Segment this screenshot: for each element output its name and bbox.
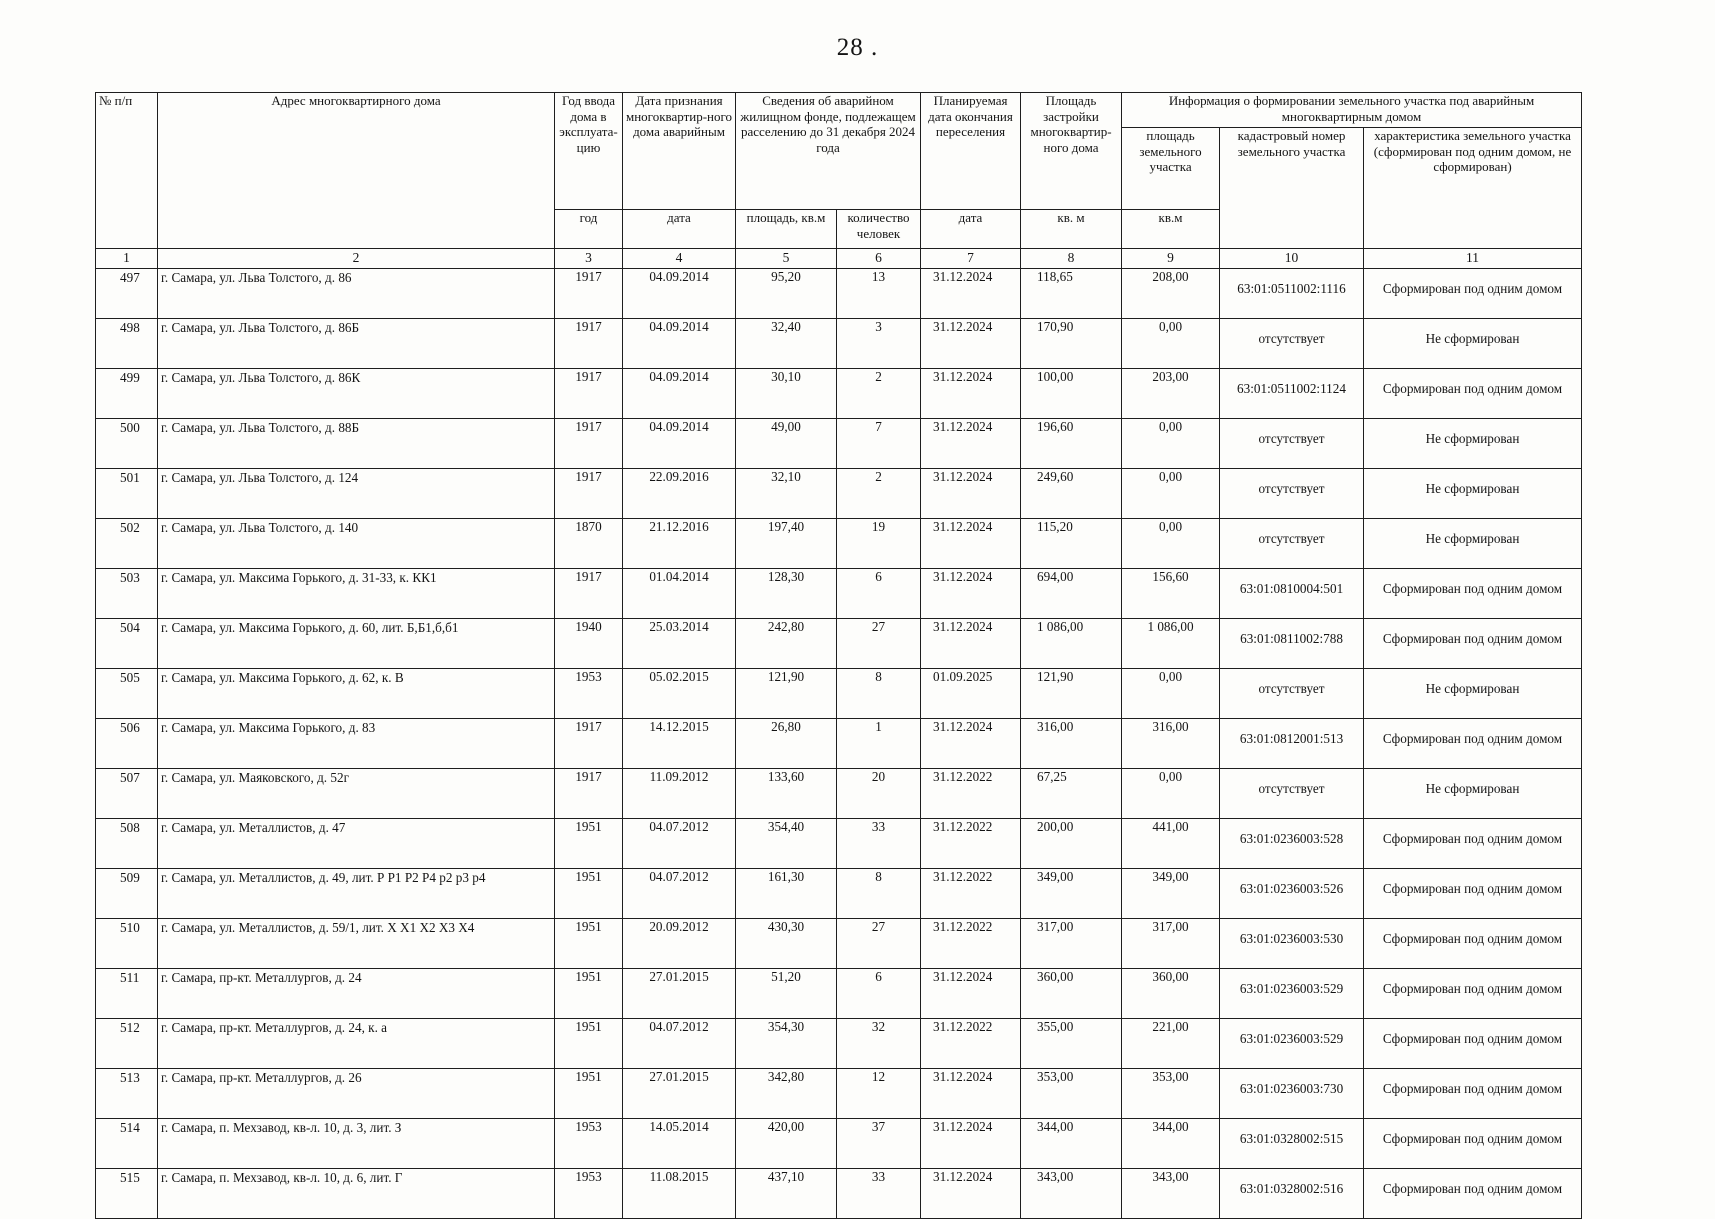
characteristic-cell: Сформирован под одним домом <box>1364 269 1582 319</box>
table-row <box>96 969 1582 1019</box>
table-row <box>96 869 1582 919</box>
area-cell: 420,00 <box>736 1119 837 1169</box>
building-area-cell: 349,00 <box>1021 869 1122 919</box>
unit-building-area: кв. м <box>1021 210 1122 249</box>
planned-date-cell: 31.12.2024 <box>921 269 1021 319</box>
building-area-cell: 353,00 <box>1021 1069 1122 1119</box>
cadastral-number-cell: 63:01:0236003:528 <box>1220 819 1364 869</box>
address-cell: г. Самара, ул. Металлистов, д. 47 <box>158 819 555 869</box>
year-cell: 1917 <box>555 719 623 769</box>
characteristic-cell: Сформирован под одним домом <box>1364 869 1582 919</box>
column-number: 7 <box>921 249 1021 269</box>
area-cell: 161,30 <box>736 869 837 919</box>
column-number: 6 <box>837 249 921 269</box>
unit-area: площадь, кв.м <box>736 210 837 249</box>
header-year: Год ввода дома в эксплуата-цию <box>555 93 623 210</box>
address-cell: г. Самара, ул. Льва Толстого, д. 88Б <box>158 419 555 469</box>
area-cell: 26,80 <box>736 719 837 769</box>
address-cell: г. Самара, ул. Максима Горького, д. 60, лит. Б,Б1,б,б1 <box>158 619 555 669</box>
people-cell: 1 <box>837 719 921 769</box>
land-area-cell: 360,00 <box>1122 969 1220 1019</box>
row-number: 504 <box>96 619 158 669</box>
table-row <box>96 619 1582 669</box>
cadastral-number-cell: 63:01:0511002:1116 <box>1220 269 1364 319</box>
land-area-cell: 353,00 <box>1122 1069 1220 1119</box>
year-cell: 1917 <box>555 269 623 319</box>
address-cell: г. Самара, ул. Льва Толстого, д. 86Б <box>158 319 555 369</box>
year-cell: 1951 <box>555 969 623 1019</box>
recognition-date-cell: 04.07.2012 <box>623 819 736 869</box>
area-cell: 430,30 <box>736 919 837 969</box>
header-land-info: Информация о формировании земельного участка под аварийным многоквартирным домом <box>1122 93 1582 128</box>
people-cell: 20 <box>837 769 921 819</box>
cadastral-number-cell: отсутствует <box>1220 469 1364 519</box>
area-cell: 342,80 <box>736 1069 837 1119</box>
unit-planned-date: дата <box>921 210 1021 249</box>
area-cell: 354,40 <box>736 819 837 869</box>
land-area-cell: 0,00 <box>1122 769 1220 819</box>
characteristic-cell: Сформирован под одним домом <box>1364 619 1582 669</box>
characteristic-cell: Не сформирован <box>1364 319 1582 369</box>
table-row <box>96 469 1582 519</box>
year-cell: 1951 <box>555 919 623 969</box>
row-number: 515 <box>96 1169 158 1219</box>
area-cell: 133,60 <box>736 769 837 819</box>
planned-date-cell: 31.12.2024 <box>921 519 1021 569</box>
building-area-cell: 249,60 <box>1021 469 1122 519</box>
row-number: 510 <box>96 919 158 969</box>
row-number: 502 <box>96 519 158 569</box>
year-cell: 1917 <box>555 369 623 419</box>
planned-date-cell: 31.12.2024 <box>921 1119 1021 1169</box>
building-area-cell: 317,00 <box>1021 919 1122 969</box>
land-area-cell: 0,00 <box>1122 519 1220 569</box>
year-cell: 1951 <box>555 1019 623 1069</box>
year-cell: 1870 <box>555 519 623 569</box>
header-building-area: Площадь застройки многоквартир-ного дома <box>1021 93 1122 210</box>
people-cell: 27 <box>837 919 921 969</box>
planned-date-cell: 31.12.2024 <box>921 569 1021 619</box>
recognition-date-cell: 27.01.2015 <box>623 969 736 1019</box>
address-cell: г. Самара, ул. Льва Толстого, д. 140 <box>158 519 555 569</box>
header-number: № п/п <box>96 93 158 249</box>
recognition-date-cell: 27.01.2015 <box>623 1069 736 1119</box>
recognition-date-cell: 14.12.2015 <box>623 719 736 769</box>
row-number: 513 <box>96 1069 158 1119</box>
people-cell: 33 <box>837 819 921 869</box>
recognition-date-cell: 14.05.2014 <box>623 1119 736 1169</box>
row-number: 506 <box>96 719 158 769</box>
planned-date-cell: 31.12.2024 <box>921 619 1021 669</box>
cadastral-number-cell: отсутствует <box>1220 519 1364 569</box>
planned-date-cell: 31.12.2024 <box>921 1069 1021 1119</box>
row-number: 501 <box>96 469 158 519</box>
cadastral-number-cell: 63:01:0236003:530 <box>1220 919 1364 969</box>
characteristic-cell: Сформирован под одним домом <box>1364 919 1582 969</box>
people-cell: 8 <box>837 669 921 719</box>
address-cell: г. Самара, ул. Максима Горького, д. 83 <box>158 719 555 769</box>
area-cell: 32,10 <box>736 469 837 519</box>
row-number: 498 <box>96 319 158 369</box>
column-number: 9 <box>1122 249 1220 269</box>
characteristic-cell: Не сформирован <box>1364 519 1582 569</box>
characteristic-cell: Не сформирован <box>1364 669 1582 719</box>
characteristic-cell: Не сформирован <box>1364 469 1582 519</box>
row-number: 499 <box>96 369 158 419</box>
area-cell: 437,10 <box>736 1169 837 1219</box>
people-cell: 12 <box>837 1069 921 1119</box>
building-area-cell: 196,60 <box>1021 419 1122 469</box>
area-cell: 32,40 <box>736 319 837 369</box>
row-number: 509 <box>96 869 158 919</box>
header-recognition-date: Дата признания многоквартир-ного дома аварийным <box>623 93 736 210</box>
cadastral-number-cell: 63:01:0236003:529 <box>1220 969 1364 1019</box>
land-area-cell: 0,00 <box>1122 419 1220 469</box>
row-number: 503 <box>96 569 158 619</box>
building-area-cell: 355,00 <box>1021 1019 1122 1069</box>
cadastral-number-cell: 63:01:0810004:501 <box>1220 569 1364 619</box>
cadastral-number-cell: 63:01:0811002:788 <box>1220 619 1364 669</box>
table-row <box>96 919 1582 969</box>
land-area-cell: 316,00 <box>1122 719 1220 769</box>
recognition-date-cell: 11.09.2012 <box>623 769 736 819</box>
building-area-cell: 100,00 <box>1021 369 1122 419</box>
recognition-date-cell: 11.08.2015 <box>623 1169 736 1219</box>
land-area-cell: 156,60 <box>1122 569 1220 619</box>
area-cell: 51,20 <box>736 969 837 1019</box>
recognition-date-cell: 04.09.2014 <box>623 319 736 369</box>
planned-date-cell: 31.12.2024 <box>921 469 1021 519</box>
column-number: 10 <box>1220 249 1364 269</box>
page-number: 28 . <box>836 34 879 61</box>
recognition-date-cell: 04.07.2012 <box>623 869 736 919</box>
people-cell: 13 <box>837 269 921 319</box>
cadastral-number-cell: 63:01:0812001:513 <box>1220 719 1364 769</box>
characteristic-cell: Сформирован под одним домом <box>1364 1119 1582 1169</box>
address-cell: г. Самара, ул. Маяковского, д. 52г <box>158 769 555 819</box>
cadastral-number-cell: 63:01:0236003:529 <box>1220 1019 1364 1069</box>
planned-date-cell: 31.12.2022 <box>921 919 1021 969</box>
area-cell: 197,40 <box>736 519 837 569</box>
people-cell: 3 <box>837 319 921 369</box>
land-area-cell: 0,00 <box>1122 669 1220 719</box>
column-number: 11 <box>1364 249 1582 269</box>
people-cell: 7 <box>837 419 921 469</box>
table-row <box>96 819 1582 869</box>
recognition-date-cell: 04.09.2014 <box>623 369 736 419</box>
building-area-cell: 118,65 <box>1021 269 1122 319</box>
characteristic-cell: Сформирован под одним домом <box>1364 569 1582 619</box>
building-area-cell: 67,25 <box>1021 769 1122 819</box>
table-row <box>96 669 1582 719</box>
planned-date-cell: 31.12.2022 <box>921 769 1021 819</box>
table-row <box>96 1169 1582 1219</box>
planned-date-cell: 31.12.2024 <box>921 719 1021 769</box>
area-cell: 354,30 <box>736 1019 837 1069</box>
address-cell: г. Самара, пр-кт. Металлургов, д. 26 <box>158 1069 555 1119</box>
recognition-date-cell: 22.09.2016 <box>623 469 736 519</box>
year-cell: 1953 <box>555 669 623 719</box>
building-area-cell: 200,00 <box>1021 819 1122 869</box>
area-cell: 49,00 <box>736 419 837 469</box>
people-cell: 6 <box>837 969 921 1019</box>
header-address: Адрес многоквартирного дома <box>158 93 555 249</box>
table-row <box>96 369 1582 419</box>
recognition-date-cell: 04.09.2014 <box>623 269 736 319</box>
unit-date: дата <box>623 210 736 249</box>
recognition-date-cell: 21.12.2016 <box>623 519 736 569</box>
row-number: 511 <box>96 969 158 1019</box>
year-cell: 1951 <box>555 1069 623 1119</box>
table-row <box>96 519 1582 569</box>
address-cell: г. Самара, ул. Льва Толстого, д. 86 <box>158 269 555 319</box>
land-area-cell: 203,00 <box>1122 369 1220 419</box>
cadastral-number-cell: 63:01:0236003:526 <box>1220 869 1364 919</box>
people-cell: 19 <box>837 519 921 569</box>
land-area-cell: 349,00 <box>1122 869 1220 919</box>
column-number: 3 <box>555 249 623 269</box>
land-area-cell: 344,00 <box>1122 1119 1220 1169</box>
land-area-cell: 208,00 <box>1122 269 1220 319</box>
header-planned-date: Планируемая дата окончания переселения <box>921 93 1021 210</box>
planned-date-cell: 31.12.2022 <box>921 869 1021 919</box>
land-area-cell: 221,00 <box>1122 1019 1220 1069</box>
people-cell: 33 <box>837 1169 921 1219</box>
people-cell: 8 <box>837 869 921 919</box>
emergency-housing-table <box>95 92 1582 1219</box>
year-cell: 1917 <box>555 319 623 369</box>
building-area-cell: 360,00 <box>1021 969 1122 1019</box>
column-number: 5 <box>736 249 837 269</box>
address-cell: г. Самара, ул. Льва Толстого, д. 86К <box>158 369 555 419</box>
year-cell: 1951 <box>555 869 623 919</box>
cadastral-number-cell: отсутствует <box>1220 769 1364 819</box>
address-cell: г. Самара, ул. Максима Горького, д. 62, к. В <box>158 669 555 719</box>
cadastral-number-cell: 63:01:0511002:1124 <box>1220 369 1364 419</box>
land-area-cell: 441,00 <box>1122 819 1220 869</box>
address-cell: г. Самара, пр-кт. Металлургов, д. 24 <box>158 969 555 1019</box>
table-row <box>96 419 1582 469</box>
area-cell: 128,30 <box>736 569 837 619</box>
area-cell: 121,90 <box>736 669 837 719</box>
recognition-date-cell: 25.03.2014 <box>623 619 736 669</box>
address-cell: г. Самара, п. Мехзавод, кв-л. 10, д. 3, лит. З <box>158 1119 555 1169</box>
building-area-cell: 121,90 <box>1021 669 1122 719</box>
cadastral-number-cell: 63:01:0328002:516 <box>1220 1169 1364 1219</box>
address-cell: г. Самара, ул. Металлистов, д. 59/1, лит. Х Х1 Х2 Х3 Х4 <box>158 919 555 969</box>
row-number: 505 <box>96 669 158 719</box>
header-land-area: площадь земельного участка <box>1122 128 1220 210</box>
table-row <box>96 1119 1582 1169</box>
characteristic-cell: Сформирован под одним домом <box>1364 819 1582 869</box>
table-row <box>96 319 1582 369</box>
unit-land-area: кв.м <box>1122 210 1220 249</box>
header-characteristic: характеристика земельного участка (сформирован под одним домом, не сформирован) <box>1364 128 1582 249</box>
year-cell: 1953 <box>555 1169 623 1219</box>
characteristic-cell: Сформирован под одним домом <box>1364 719 1582 769</box>
people-cell: 2 <box>837 469 921 519</box>
recognition-date-cell: 01.04.2014 <box>623 569 736 619</box>
table-row <box>96 1069 1582 1119</box>
building-area-cell: 694,00 <box>1021 569 1122 619</box>
people-cell: 2 <box>837 369 921 419</box>
column-number: 8 <box>1021 249 1122 269</box>
planned-date-cell: 31.12.2024 <box>921 969 1021 1019</box>
characteristic-cell: Сформирован под одним домом <box>1364 369 1582 419</box>
people-cell: 27 <box>837 619 921 669</box>
planned-date-cell: 31.12.2024 <box>921 419 1021 469</box>
table-row <box>96 269 1582 319</box>
recognition-date-cell: 04.07.2012 <box>623 1019 736 1069</box>
area-cell: 242,80 <box>736 619 837 669</box>
row-number: 514 <box>96 1119 158 1169</box>
people-cell: 32 <box>837 1019 921 1069</box>
year-cell: 1917 <box>555 469 623 519</box>
cadastral-number-cell: отсутствует <box>1220 319 1364 369</box>
building-area-cell: 343,00 <box>1021 1169 1122 1219</box>
characteristic-cell: Не сформирован <box>1364 419 1582 469</box>
table-row <box>96 1019 1582 1069</box>
characteristic-cell: Сформирован под одним домом <box>1364 1069 1582 1119</box>
cadastral-number-cell: 63:01:0236003:730 <box>1220 1069 1364 1119</box>
unit-year: год <box>555 210 623 249</box>
row-number: 508 <box>96 819 158 869</box>
recognition-date-cell: 04.09.2014 <box>623 419 736 469</box>
planned-date-cell: 31.12.2022 <box>921 819 1021 869</box>
land-area-cell: 0,00 <box>1122 319 1220 369</box>
area-cell: 95,20 <box>736 269 837 319</box>
cadastral-number-cell: отсутствует <box>1220 669 1364 719</box>
row-number: 500 <box>96 419 158 469</box>
recognition-date-cell: 05.02.2015 <box>623 669 736 719</box>
building-area-cell: 344,00 <box>1021 1119 1122 1169</box>
column-number: 4 <box>623 249 736 269</box>
row-number: 507 <box>96 769 158 819</box>
row-number: 512 <box>96 1019 158 1069</box>
row-number: 497 <box>96 269 158 319</box>
column-number: 1 <box>96 249 158 269</box>
address-cell: г. Самара, ул. Максима Горького, д. 31-33, к. КК1 <box>158 569 555 619</box>
address-cell: г. Самара, ул. Льва Толстого, д. 124 <box>158 469 555 519</box>
recognition-date-cell: 20.09.2012 <box>623 919 736 969</box>
planned-date-cell: 31.12.2024 <box>921 369 1021 419</box>
year-cell: 1951 <box>555 819 623 869</box>
characteristic-cell: Сформирован под одним домом <box>1364 1169 1582 1219</box>
building-area-cell: 1 086,00 <box>1021 619 1122 669</box>
year-cell: 1953 <box>555 1119 623 1169</box>
unit-people: количество человек <box>837 210 921 249</box>
planned-date-cell: 31.12.2024 <box>921 319 1021 369</box>
land-area-cell: 0,00 <box>1122 469 1220 519</box>
building-area-cell: 170,90 <box>1021 319 1122 369</box>
year-cell: 1917 <box>555 419 623 469</box>
people-cell: 6 <box>837 569 921 619</box>
planned-date-cell: 01.09.2025 <box>921 669 1021 719</box>
table-row <box>96 769 1582 819</box>
building-area-cell: 316,00 <box>1021 719 1122 769</box>
year-cell: 1940 <box>555 619 623 669</box>
land-area-cell: 317,00 <box>1122 919 1220 969</box>
land-area-cell: 1 086,00 <box>1122 619 1220 669</box>
column-number: 2 <box>158 249 555 269</box>
building-area-cell: 115,20 <box>1021 519 1122 569</box>
header-fund-info: Сведения об аварийном жилищном фонде, подлежащем расселению до 31 декабря 2024 года <box>736 93 921 210</box>
table-row <box>96 719 1582 769</box>
header-cadastral-number: кадастровый номер земельного участка <box>1220 128 1364 249</box>
cadastral-number-cell: 63:01:0328002:515 <box>1220 1119 1364 1169</box>
characteristic-cell: Сформирован под одним домом <box>1364 969 1582 1019</box>
address-cell: г. Самара, пр-кт. Металлургов, д. 24, к. а <box>158 1019 555 1069</box>
address-cell: г. Самара, ул. Металлистов, д. 49, лит. Р Р1 Р2 Р4 р2 р3 р4 <box>158 869 555 919</box>
year-cell: 1917 <box>555 769 623 819</box>
address-cell: г. Самара, п. Мехзавод, кв-л. 10, д. 6, лит. Г <box>158 1169 555 1219</box>
characteristic-cell: Сформирован под одним домом <box>1364 1019 1582 1069</box>
area-cell: 30,10 <box>736 369 837 419</box>
year-cell: 1917 <box>555 569 623 619</box>
table-row <box>96 569 1582 619</box>
planned-date-cell: 31.12.2022 <box>921 1019 1021 1069</box>
planned-date-cell: 31.12.2024 <box>921 1169 1021 1219</box>
characteristic-cell: Не сформирован <box>1364 769 1582 819</box>
people-cell: 37 <box>837 1119 921 1169</box>
cadastral-number-cell: отсутствует <box>1220 419 1364 469</box>
land-area-cell: 343,00 <box>1122 1169 1220 1219</box>
